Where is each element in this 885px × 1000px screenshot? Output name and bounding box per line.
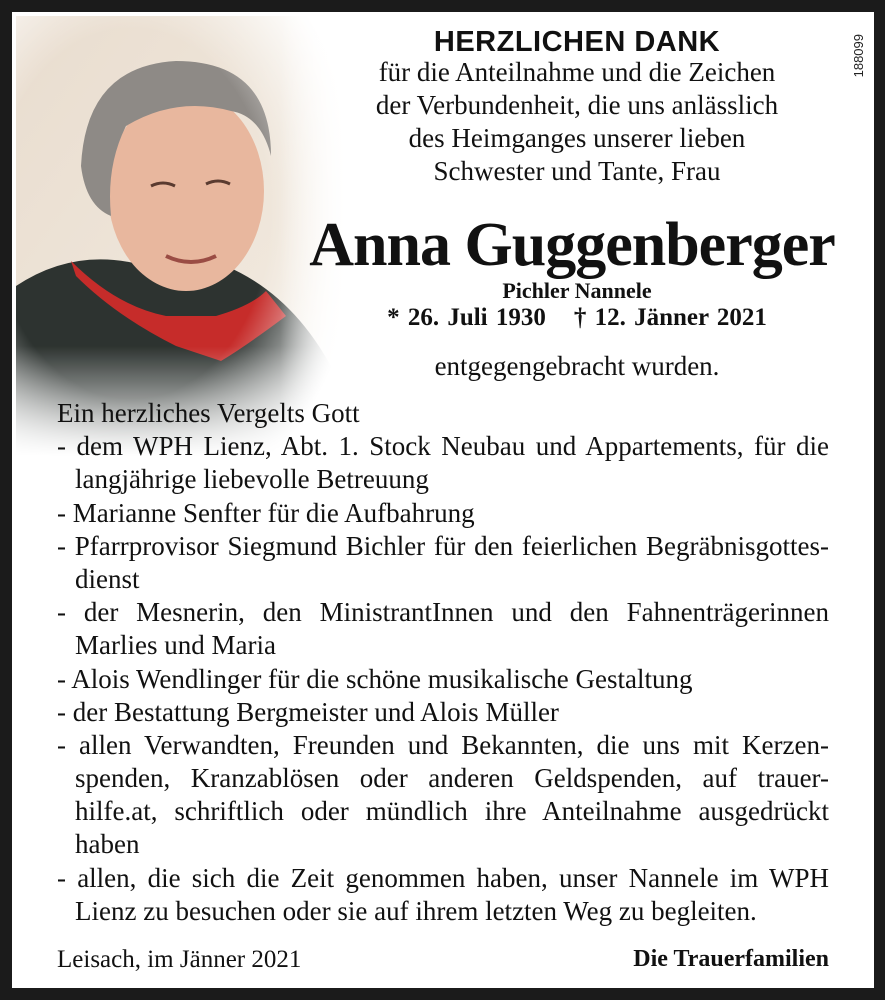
thanks-line: - der Mesnerin, den MinistrantInnen und den Fahnenträgerinnen <box>57 597 829 628</box>
intro-line: für die Anteilnahme und die Zeichen <box>378 57 776 87</box>
thanks-line: haben <box>75 829 140 860</box>
deceased-name: Anna Guggenberger <box>309 211 835 279</box>
thanks-line: - der Bestattung Bergmeister und Alois Müller <box>57 696 559 727</box>
thanks-line: dienst <box>75 563 140 594</box>
thanks-line: spenden, Kranzablösen oder anderen Geldspenden, auf trauer- <box>75 763 829 794</box>
life-dates <box>312 304 842 332</box>
thanks-line: langjährige liebevolle Betreuung <box>75 464 429 495</box>
obituary-notice <box>12 12 874 988</box>
thanks-heading: Ein herzliches Vergelts Gott <box>57 398 360 428</box>
footer <box>57 946 829 974</box>
thanks-line: - Marianne Senfter für die Aufbahrung <box>57 497 475 528</box>
intro-closing: entgegengebracht wurden. <box>434 351 720 381</box>
intro-line: des Heimganges unserer lieben <box>408 123 746 153</box>
thanks-line: Marlies und Maria <box>75 630 276 661</box>
intro-line: Schwester und Tante, Frau <box>433 156 721 186</box>
birth-date: * 26. Juli 1930 <box>387 304 546 331</box>
thanks-line: - dem WPH Lienz, Abt. 1. Stock Neubau und Appartements, für die <box>57 431 829 462</box>
deceased-nickname: Pichler Nannele <box>502 278 652 303</box>
thanks-list <box>57 397 829 928</box>
place-date: Leisach, im Jänner 2021 <box>57 946 302 973</box>
thanks-line: hilfe.at, schriftlich oder mündlich ihre Anteilnahme ausgedrückt <box>75 796 829 827</box>
intro-text <box>312 56 842 188</box>
thanks-line: - Alois Wendlinger für die schöne musikalische Gestaltung <box>57 663 693 694</box>
intro-line: der Verbundenheit, die uns anlässlich <box>375 90 779 120</box>
thanks-line: - allen Verwandten, Freunden und Bekannten, die uns mit Kerzen- <box>57 729 829 760</box>
notice-title: HERZLICHEN DANK <box>433 26 721 58</box>
thanks-line: - allen, die sich die Zeit genommen haben, unser Nannele im WPH <box>57 862 829 893</box>
death-date: † 12. Jänner 2021 <box>573 304 767 331</box>
ad-reference-number: 188099 <box>851 34 866 78</box>
thanks-line: - Pfarrprovisor Siegmund Bichler für den feierlichen Begräbnisgottes- <box>57 530 829 561</box>
thanks-line: Lienz zu besuchen oder sie auf ihrem letzten Weg zu begleiten. <box>75 895 757 926</box>
signature: Die Trauerfamilien <box>633 946 829 972</box>
